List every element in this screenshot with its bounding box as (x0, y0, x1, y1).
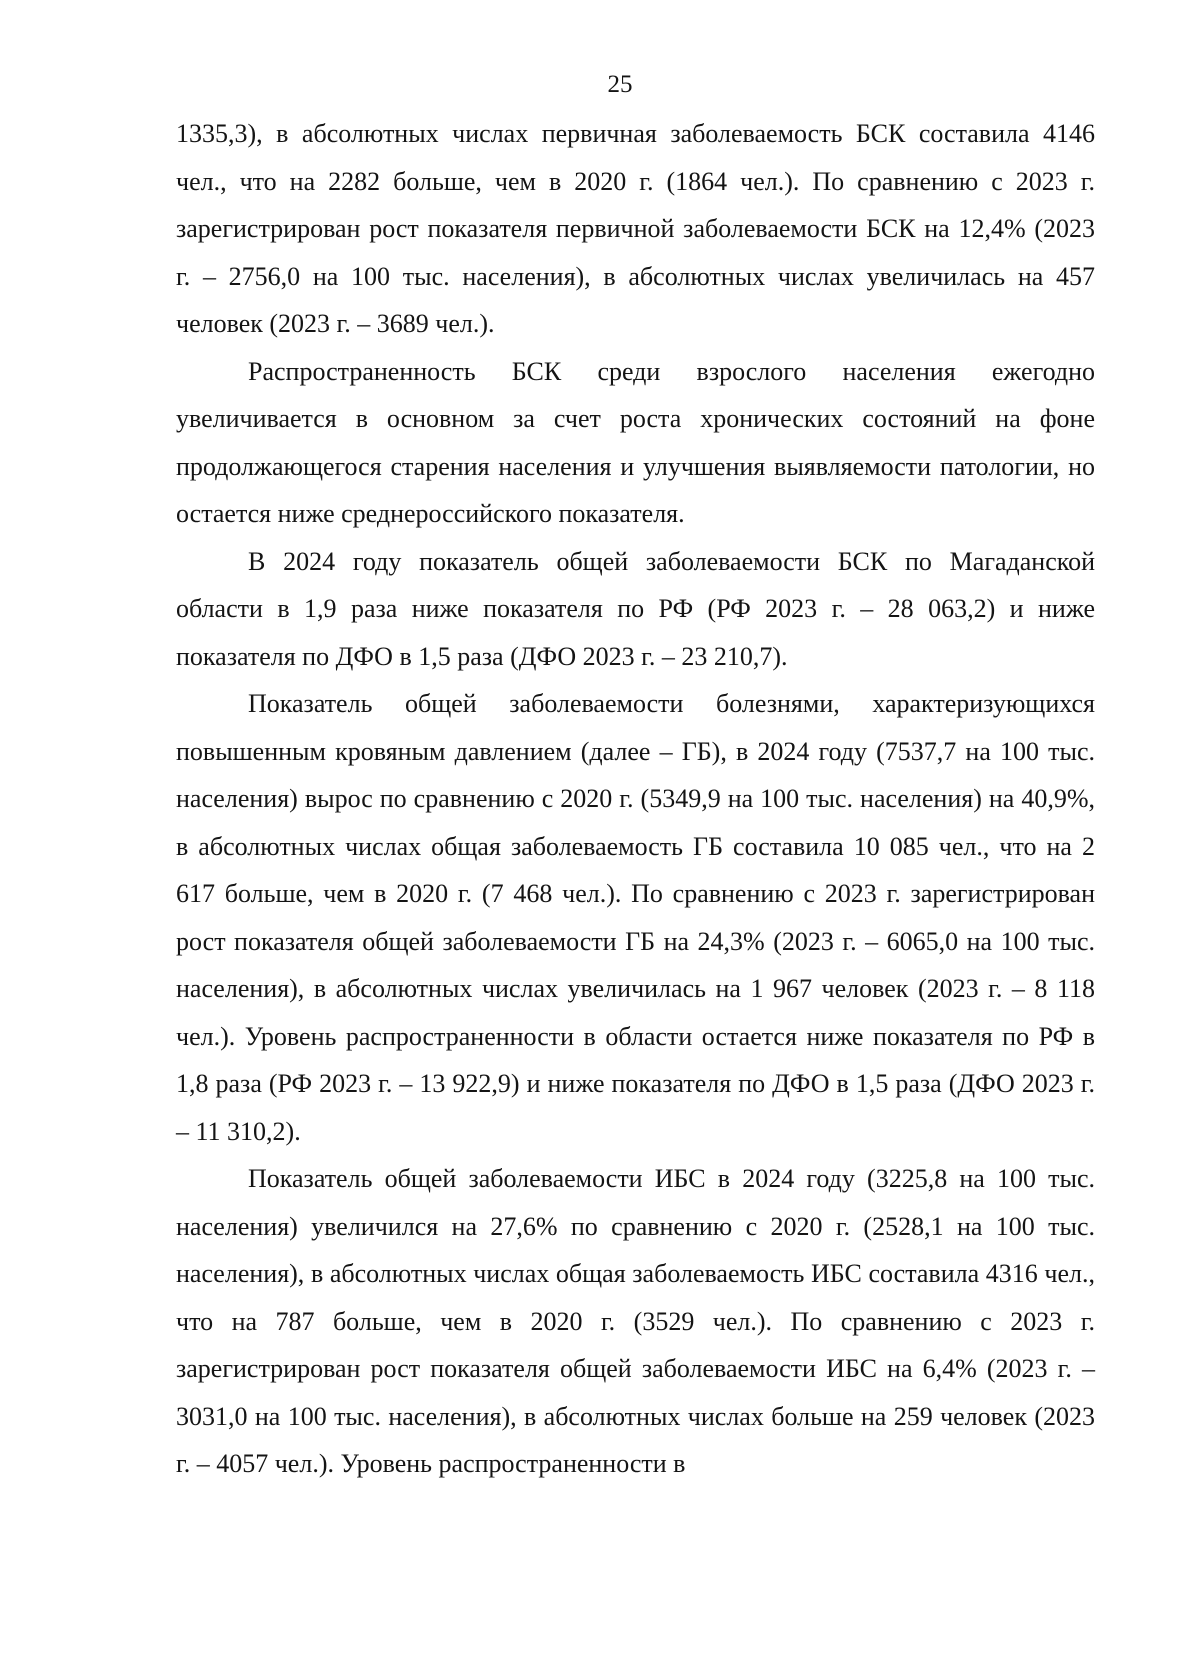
paragraph-ibs: Показатель общей заболеваемости ИБС в 2024 году (3225,8 на 100 тыс. населения) увеличился на 27,6% по сравнению с 2020 г. (2528,1 на 100 тыс. населения), в абсолютных числах общая заболеваемость ИБС составила 4316 чел., что на 787 больше, чем в 2020 г. (3529 чел.). По сравнению с 2023 г. зарегистрирован рост показателя общей заболеваемости ИБС на 6,4% (2023 г. – 3031,0 на 100 тыс. населения), в абсолютных числах больше на 259 человек (2023 г. – 4057 чел.). Уровень распространенности в (176, 1164, 1095, 1478)
paragraph-hypertension: Показатель общей заболеваемости болезнями, характеризующихся повышенным кровяным давлением (далее – ГБ), в 2024 году (7537,7 на 100 тыс. населения) вырос по сравнению с 2020 г. (5349,9 на 100 тыс. населения) на 40,9%, в абсолютных числах общая заболеваемость ГБ составила 10 085 чел., что на 2 617 больше, чем в 2020 г. (7 468 чел.). По сравнению с 2023 г. зарегистрирован рост показателя общей заболеваемости ГБ на 24,3% (2023 г. – 6065,0 на 100 тыс. населения), в абсолютных числах увеличилась на 1 967 человек (2023 г. – 8 118 чел.). Уровень распространенности в области остается ниже показателя по РФ в 1,8 раза (РФ 2023 г. – 13 922,9) и ниже показателя по ДФО в 1,5 раза (ДФО 2023 г. – 11 310,2). (176, 689, 1095, 1146)
paragraph-bsk-prevalence: Распространенность БСК среди взрослого населения ежегодно увеличивается в основном за счет роста хронических состояний на фоне продолжающегося старения населения и улучшения выявляемости патологии, но остается ниже среднероссийского показателя. (176, 356, 1095, 528)
page-number: 25 (607, 71, 633, 98)
paragraph-continuation: 1335,3), в абсолютных числах первичная заболеваемость БСК составила 4146 чел., что на 2282 больше, чем в 2020 г. (1864 чел.). По сравнению с 2023 г. зарегистрирован рост показателя первичной заболеваемости БСК на 12,4% (2023 г. – 2756,0 на 100 тыс. населения), в абсолютных числах увеличилась на 457 человек (2023 г. – 3689 чел.). (176, 119, 1095, 338)
document-body (176, 110, 1095, 1488)
paragraph-bsk-comparison: В 2024 году показатель общей заболеваемости БСК по Магаданской области в 1,9 раза ниже показателя по РФ (РФ 2023 г. – 28 063,2) и ниже показателя по ДФО в 1,5 раза (ДФО 2023 г. – 23 210,7). (176, 546, 1095, 671)
